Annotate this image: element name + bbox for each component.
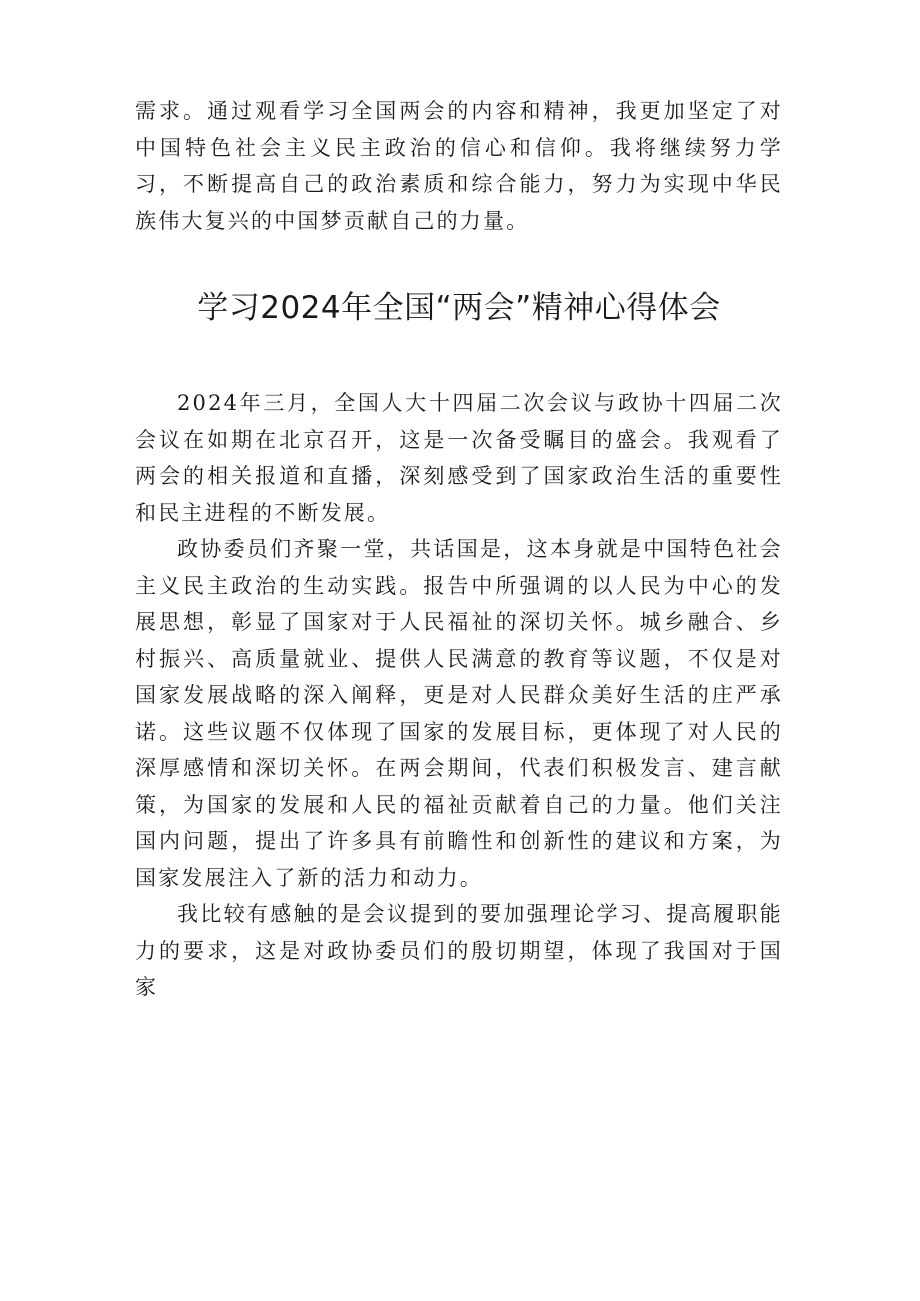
document-title: 学习2024年全国“两会”精神心得体会 [197, 290, 721, 326]
preceding-paragraph: 需求。通过观看学习全国两会的内容和精神，我更加坚定了对中国特色社会主义民主政治的信心和信仰。我将继续努力学习，不断提高自己的政治素质和综合能力，努力为实现中华民族伟大复兴的中国梦贡献自己的力量。 [135, 99, 783, 233]
body-paragraph-1: 2024年三月，全国人大十四届二次会议与政协十四届二次会议在如期在北京召开，这是一次备受瞩目的盛会。我观看了两会的相关报道和直播，深刻感受到了国家政治生活的重要性和民主进程的不断发展。 [135, 391, 783, 525]
body-paragraph-3: 我比较有感触的是会议提到的要加强理论学习、提高履职能力的要求，这是对政协委员们的殷切期望，体现了我国对于国家 [135, 902, 783, 999]
document-body [135, 385, 783, 1006]
body-paragraph-2: 政协委员们齐聚一堂，共话国是，这本身就是中国特色社会主义民主政治的生动实践。报告中所强调的以人民为中心的发展思想，彰显了国家对于人民福祉的深切关怀。城乡融合、乡村振兴、高质量就业、提供人民满意的教育等议题，不仅是对国家发展战略的深入阐释，更是对人民群众美好生活的庄严承诺。这些议题不仅体现了国家的发展目标，更体现了对人民的深厚感情和深切关怀。在两会期间，代表们积极发言、建言献策，为国家的发展和人民的福祉贡献着自己的力量。他们关注国内问题，提出了许多具有前瞻性和创新性的建议和方案，为国家发展注入了新的活力和动力。 [135, 537, 783, 890]
